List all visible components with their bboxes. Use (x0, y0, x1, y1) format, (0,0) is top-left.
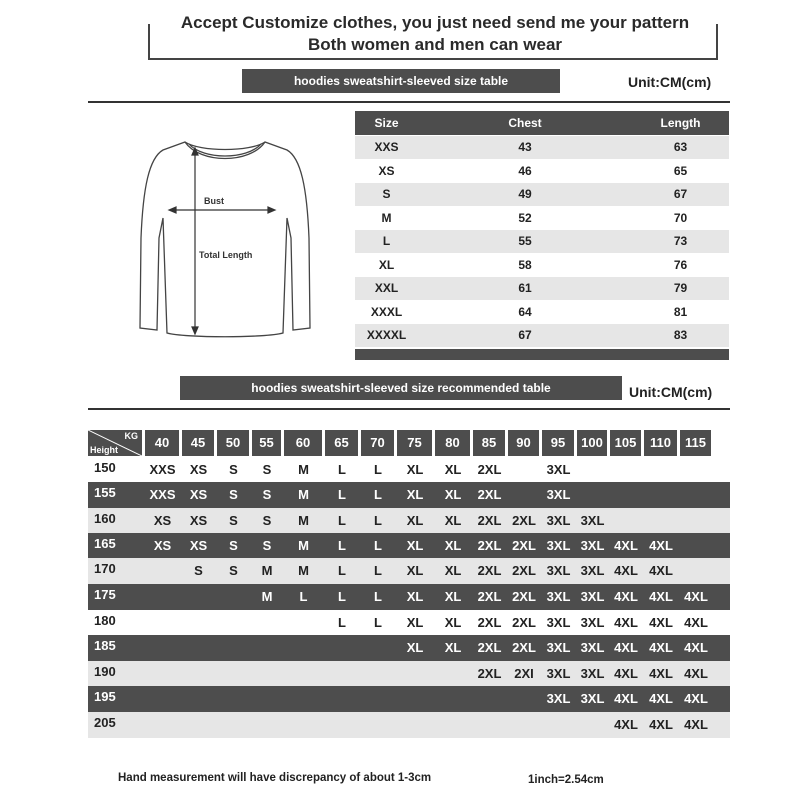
size-recommendation-row (88, 508, 730, 534)
size-cell (642, 482, 680, 508)
size-cell: S (262, 487, 272, 502)
size-cell (180, 610, 217, 636)
size-cell (471, 686, 508, 712)
size-cell: 4XL (649, 563, 673, 578)
size-cell (678, 482, 714, 508)
size-table-title: hoodies sweatshirt-sleeved size table (242, 69, 560, 93)
size-cell: XS (153, 513, 172, 528)
chest-cell: 46 (518, 163, 532, 178)
size-cell: S (229, 513, 238, 528)
size-cell (506, 712, 542, 738)
chest-header: Chest (508, 115, 542, 130)
size-cell (433, 686, 473, 712)
size-cell: L (374, 538, 382, 553)
size-cell: M (298, 513, 309, 528)
size-cell: 2XL (512, 538, 536, 553)
weight-header: 40 (145, 430, 179, 456)
weight-header: 85 (473, 430, 505, 456)
size-cell: 3XL (546, 640, 571, 655)
size-cell (180, 686, 217, 712)
total-length-label: Total Length (199, 250, 253, 260)
size-cell: XS (189, 513, 208, 528)
size-cell: 4XL (614, 563, 638, 578)
size-cell (575, 712, 610, 738)
weight-header: 110 (644, 430, 677, 456)
size-cell (143, 635, 182, 661)
size-cell (678, 508, 714, 534)
size-cell: M (298, 538, 309, 553)
header (150, 12, 720, 56)
size-cell: M (261, 563, 273, 578)
size-cell: L (374, 487, 382, 502)
size-cell (180, 712, 217, 738)
size-cell: 3XL (546, 589, 571, 604)
size-cell: 3XL (580, 589, 605, 604)
size-cell: 4XL (684, 691, 708, 706)
size-cell: 2XL (477, 538, 502, 553)
size-cell: 4XL (649, 615, 673, 630)
table-corner-header (88, 430, 142, 456)
weight-header: 75 (397, 430, 432, 456)
size-cell (395, 712, 435, 738)
size-table (355, 111, 729, 361)
weight-header: 90 (508, 430, 539, 456)
size-cell (282, 635, 325, 661)
weight-header: 65 (325, 430, 358, 456)
size-table-row (355, 159, 729, 183)
size-cell: S (382, 187, 391, 202)
size-cell: M (298, 563, 309, 578)
size-cell: 3XL (546, 487, 571, 502)
size-cell (143, 712, 182, 738)
size-cell: 4XL (649, 717, 673, 732)
garment-measurement-illustration (125, 128, 325, 348)
size-cell: 4XL (649, 538, 673, 553)
size-cell: 4XL (649, 640, 673, 655)
weight-header: 95 (542, 430, 574, 456)
measurement-note: Hand measurement will have discrepancy of about 1-3cm (118, 772, 432, 784)
size-cell (323, 635, 361, 661)
size-cell (359, 686, 397, 712)
size-cell: 3XL (546, 691, 571, 706)
size-cell: XXXL (370, 304, 403, 319)
size-cell: XL (406, 615, 424, 630)
size-cell (359, 661, 397, 687)
size-cell: 4XL (684, 589, 708, 604)
size-cell: L (338, 487, 346, 502)
size-cell: L (338, 538, 346, 553)
size-cell (282, 610, 325, 636)
size-cell: XL (406, 563, 424, 578)
size-recommendation-row (88, 558, 730, 584)
size-cell: 2XL (512, 589, 536, 604)
size-cell: 3XL (580, 538, 605, 553)
size-cell: 2XL (512, 513, 536, 528)
size-cell (323, 686, 361, 712)
height-cell: 155 (94, 485, 116, 500)
size-table-unit: Unit:CM(cm) (628, 74, 712, 90)
size-cell (642, 457, 680, 483)
size-cell: XS (189, 538, 208, 553)
size-table-footer-bar (355, 349, 729, 360)
size-cell: 4XL (614, 691, 638, 706)
size-cell: XL (444, 538, 462, 553)
size-cell: L (374, 462, 382, 477)
chest-cell: 58 (518, 257, 532, 272)
height-cell: 180 (94, 613, 116, 628)
size-cell (506, 686, 542, 712)
size-cell: 3XL (546, 462, 571, 477)
size-cell: XL (444, 563, 462, 578)
size-cell: 4XL (649, 666, 673, 681)
recommended-table-unit: Unit:CM(cm) (629, 384, 713, 400)
size-cell: 3XL (546, 563, 571, 578)
divider-line (88, 101, 730, 103)
chest-cell: 49 (518, 187, 532, 202)
size-cell: 2XL (477, 462, 502, 477)
size-cell: 4XL (614, 666, 638, 681)
size-cell (608, 457, 644, 483)
size-cell (143, 558, 182, 584)
size-cell: L (382, 234, 391, 249)
size-recommendation-row (88, 610, 730, 636)
length-cell: 70 (673, 210, 688, 225)
size-cell (471, 712, 508, 738)
size-cell: 2XL (477, 487, 502, 502)
size-cell: S (229, 487, 238, 502)
weight-header: 80 (435, 430, 470, 456)
size-recommendation-row (88, 482, 730, 508)
size-table-header (355, 111, 729, 135)
size-cell: XL (406, 589, 424, 604)
size-cell (250, 661, 284, 687)
size-table-row (355, 183, 729, 207)
size-cell: S (194, 563, 203, 578)
size-cell: S (262, 462, 272, 477)
size-cell: XS (189, 462, 208, 477)
chest-cell: 55 (518, 234, 532, 249)
size-cell: XL (444, 462, 462, 477)
size-cell: L (338, 513, 346, 528)
size-cell: 2XI (514, 666, 534, 681)
divider-line (88, 408, 730, 410)
size-cell: M (298, 462, 309, 477)
size-recommendation-row (88, 635, 730, 661)
size-cell (608, 508, 644, 534)
height-cell: 195 (94, 689, 116, 704)
size-cell: M (298, 487, 309, 502)
size-cell (282, 661, 325, 687)
size-cell (143, 610, 182, 636)
height-cell: 190 (94, 664, 116, 679)
chest-cell: 52 (518, 210, 532, 225)
size-cell: XL (406, 487, 424, 502)
size-cell: XXS (149, 462, 176, 477)
header-line-1: Accept Customize clothes, you just need send me your pattern (180, 13, 690, 32)
size-table-row (355, 300, 729, 324)
size-cell: 2XL (477, 615, 502, 630)
size-cell: XL (444, 487, 462, 502)
chest-cell: 43 (518, 140, 532, 155)
size-cell: XXXXL (366, 328, 407, 343)
size-cell: 3XL (580, 563, 605, 578)
length-header: Length (660, 115, 701, 130)
size-cell (180, 661, 217, 687)
size-table-row (355, 230, 729, 254)
size-cell (250, 686, 284, 712)
size-cell: XS (153, 538, 172, 553)
size-cell: S (229, 538, 238, 553)
height-cell: 170 (94, 561, 116, 576)
size-cell: L (374, 615, 382, 630)
height-cell: 185 (94, 638, 116, 653)
size-cell: 4XL (614, 589, 638, 604)
size-cell: L (374, 563, 382, 578)
size-recommendation-row (88, 712, 730, 738)
size-cell: 3XL (546, 666, 571, 681)
height-cell: 175 (94, 587, 116, 602)
size-cell: M (381, 210, 392, 225)
size-cell (433, 712, 473, 738)
size-cell: L (374, 589, 382, 604)
size-cell (359, 712, 397, 738)
size-cell: L (338, 589, 346, 604)
size-cell: XL (406, 513, 424, 528)
weight-header: 115 (680, 430, 711, 456)
size-cell: XXL (374, 281, 399, 296)
size-cell (215, 584, 252, 610)
weight-header: 100 (577, 430, 607, 456)
size-cell (215, 610, 252, 636)
height-cell: 165 (94, 536, 116, 551)
size-cell (215, 686, 252, 712)
length-cell: 81 (673, 304, 688, 319)
size-cell: 4XL (684, 717, 708, 732)
weight-header: 45 (182, 430, 214, 456)
size-cell (506, 482, 542, 508)
size-cell (678, 558, 714, 584)
size-cell: XS (378, 163, 395, 178)
chest-cell: 61 (518, 281, 532, 296)
size-cell: S (229, 462, 238, 477)
size-cell (143, 584, 182, 610)
size-cell (250, 635, 284, 661)
header-line-2: Both women and men can wear (307, 35, 563, 54)
size-cell (359, 635, 397, 661)
size-cell: L (338, 462, 346, 477)
size-recommendation-row (88, 533, 730, 559)
size-cell: 3XL (546, 513, 571, 528)
length-cell: 83 (673, 328, 688, 343)
size-cell: S (229, 563, 238, 578)
kg-label: KG (124, 431, 138, 441)
size-cell: XL (444, 589, 462, 604)
size-cell: 3XL (546, 615, 571, 630)
unit-conversion: 1inch=2.54cm (528, 774, 604, 786)
size-cell: 3XL (580, 640, 605, 655)
size-cell: 4XL (614, 615, 638, 630)
size-table-row (355, 206, 729, 230)
size-cell: 3XL (580, 513, 605, 528)
size-cell (250, 712, 284, 738)
size-cell: 2XL (477, 563, 502, 578)
size-table-row (355, 136, 729, 160)
size-cell: 4XL (649, 691, 673, 706)
size-header: Size (374, 115, 399, 130)
weight-header: 70 (361, 430, 394, 456)
size-cell: XXS (374, 140, 399, 155)
size-cell: 4XL (614, 640, 638, 655)
size-cell: L (338, 615, 346, 630)
size-cell (143, 661, 182, 687)
size-cell: L (338, 563, 346, 578)
size-cell (575, 482, 610, 508)
size-cell (575, 457, 610, 483)
bust-label: Bust (204, 196, 224, 206)
size-cell (282, 712, 325, 738)
size-cell: S (262, 513, 272, 528)
length-cell: 76 (673, 257, 688, 272)
size-table-row (355, 277, 729, 301)
size-cell: 2XL (477, 513, 502, 528)
size-cell (215, 712, 252, 738)
size-table-row (355, 324, 729, 348)
size-recommendation-row (88, 457, 730, 483)
size-cell: XL (406, 462, 424, 477)
size-recommendation-row (88, 686, 730, 712)
height-cell: 160 (94, 511, 116, 526)
size-cell (642, 508, 680, 534)
size-cell: XS (189, 487, 208, 502)
size-cell: 3XL (580, 691, 605, 706)
size-cell (250, 610, 284, 636)
height-cell: 150 (94, 460, 116, 475)
size-cell: 3XL (546, 538, 571, 553)
weight-header: 60 (284, 430, 322, 456)
size-cell (678, 533, 714, 559)
size-cell: 2XL (477, 640, 502, 655)
length-cell: 67 (673, 187, 688, 202)
size-cell: S (262, 538, 272, 553)
size-cell (323, 661, 361, 687)
size-recommendation-row (88, 661, 730, 687)
size-cell (395, 686, 435, 712)
size-recommendation-row (88, 584, 730, 610)
weight-header: 105 (610, 430, 641, 456)
size-cell (433, 661, 473, 687)
size-cell: 4XL (649, 589, 673, 604)
size-cell (608, 482, 644, 508)
size-cell: XL (378, 257, 395, 272)
chest-cell: 64 (518, 304, 532, 319)
size-cell (180, 635, 217, 661)
size-cell: 2XL (512, 640, 536, 655)
size-cell: 4XL (614, 717, 638, 732)
size-cell: 2XL (477, 589, 502, 604)
size-cell (395, 661, 435, 687)
recommended-table-title: hoodies sweatshirt-sleeved size recommended table (180, 376, 622, 400)
size-cell: M (261, 589, 273, 604)
size-table-row (355, 253, 729, 277)
size-cell: 2XL (512, 563, 536, 578)
size-cell: L (374, 513, 382, 528)
size-cell: XL (444, 640, 462, 655)
size-cell: XL (444, 615, 462, 630)
size-cell (143, 686, 182, 712)
length-cell: 79 (673, 281, 688, 296)
size-cell: 2XL (512, 615, 536, 630)
size-cell: 4XL (684, 615, 708, 630)
size-cell: 4XL (684, 640, 708, 655)
size-cell: 3XL (580, 615, 605, 630)
size-cell (678, 457, 714, 483)
size-cell: XL (406, 538, 424, 553)
size-cell (506, 457, 542, 483)
chest-cell: 67 (518, 328, 532, 343)
height-label: Height (90, 445, 118, 455)
size-cell (323, 712, 361, 738)
size-cell: XL (444, 513, 462, 528)
size-cell: L (299, 589, 308, 604)
size-cell: 4XL (684, 666, 708, 681)
size-cell (215, 635, 252, 661)
size-cell (540, 712, 577, 738)
size-cell: 3XL (580, 666, 605, 681)
length-cell: 73 (673, 234, 688, 249)
size-cell: 4XL (614, 538, 638, 553)
length-cell: 63 (673, 140, 688, 155)
size-cell: 2XL (477, 666, 502, 681)
size-cell (282, 686, 325, 712)
height-cell: 205 (94, 715, 116, 730)
weight-header: 55 (252, 430, 281, 456)
size-cell (215, 661, 252, 687)
weight-header: 50 (217, 430, 249, 456)
size-cell (180, 584, 217, 610)
length-cell: 65 (673, 163, 688, 178)
size-cell: XL (406, 640, 424, 655)
size-cell: XXS (149, 487, 176, 502)
